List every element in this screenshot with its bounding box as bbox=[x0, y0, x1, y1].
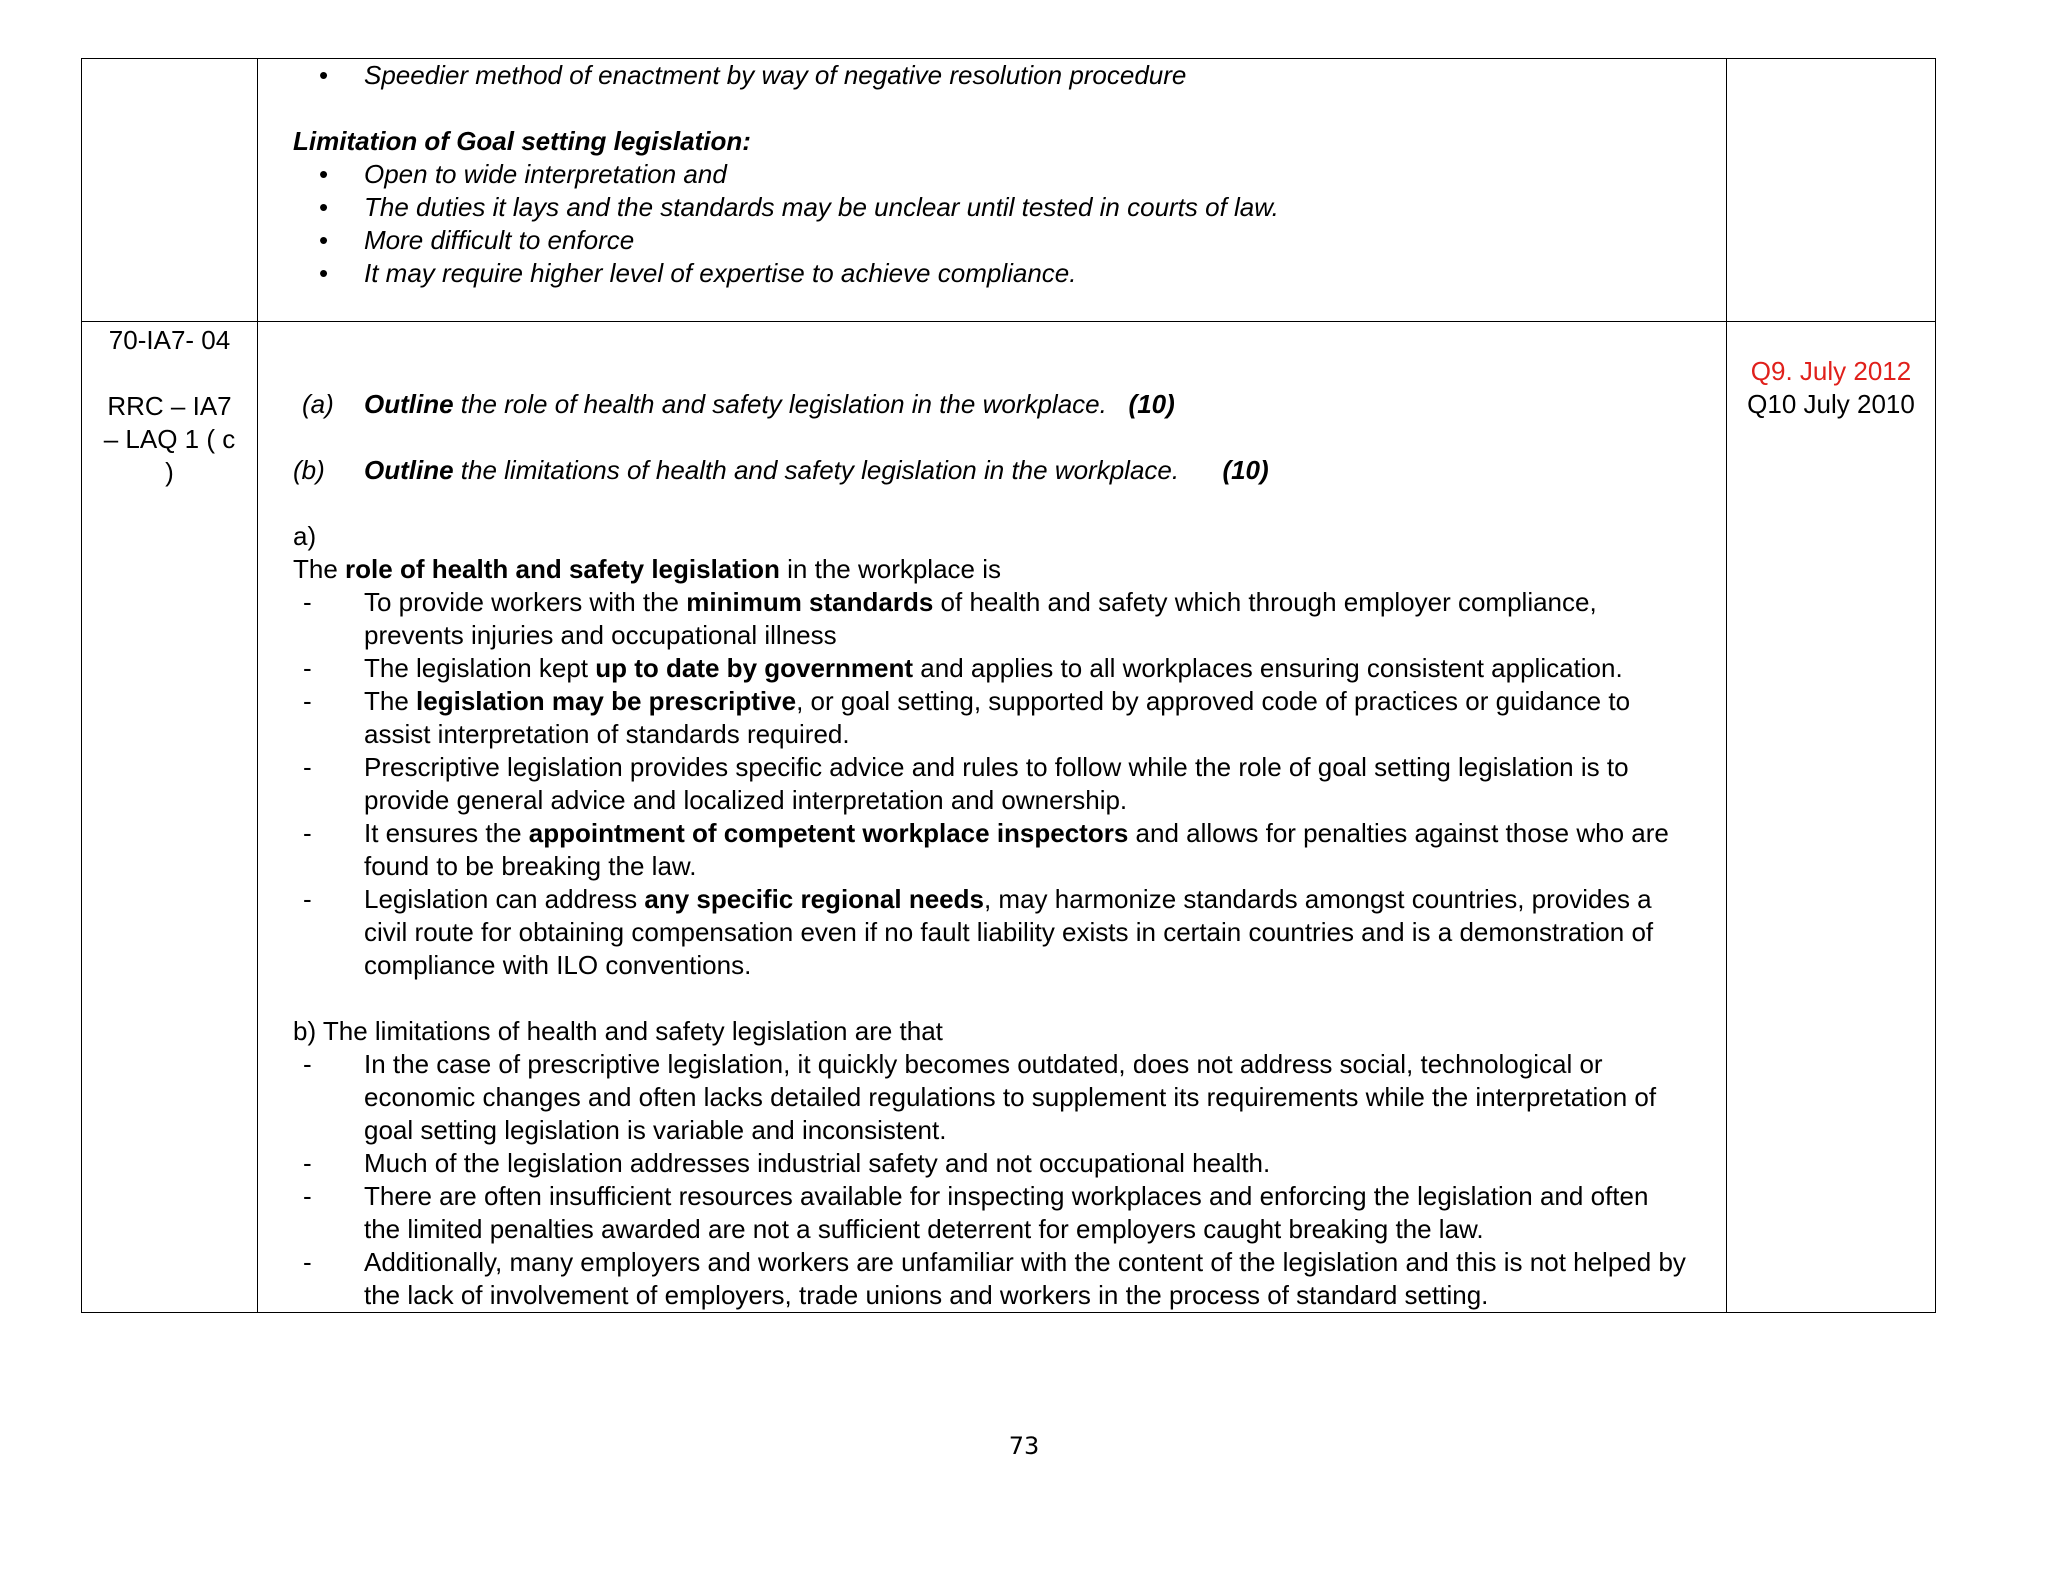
date-cell bbox=[1727, 322, 1936, 1313]
bullet-icon: • bbox=[319, 258, 329, 288]
section-heading: Limitation of Goal setting legislation: bbox=[293, 126, 751, 156]
list-item: - In the case of prescriptive legislation, it quickly becomes outdated, does not address social, technological or economic changes and often lacks detailed regulations to supplement its requirements while the interpretation of goal setting legislation is variable and inconsistent. bbox=[303, 1049, 1657, 1145]
exam-date: Q10 July 2010 bbox=[1747, 389, 1915, 419]
list-item: - The legislation may be prescriptive, or goal setting, supported by approved code of practices or guidance to assist interpretation of standards required. bbox=[303, 686, 1631, 749]
list-item: - Prescriptive legislation provides specific advice and rules to follow while the role of goal setting legislation is to provide general advice and localized interpretation and ownership. bbox=[303, 752, 1629, 815]
answer-b-intro: b) The limitations of health and safety legislation are that bbox=[293, 1016, 943, 1046]
bullet-list bbox=[258, 59, 1726, 92]
answer-label: a) bbox=[293, 521, 317, 551]
table-row bbox=[82, 59, 1936, 322]
page-number: 73 bbox=[1008, 1432, 1040, 1460]
question-a: (a) Outline the role of health and safety legislation in the workplace. (10) bbox=[302, 389, 1175, 419]
content-cell bbox=[258, 322, 1727, 1313]
list-item: - Legislation can address any specific regional needs, may harmonize standards amongst countries, provides a civil route for obtaining compensation even if no fault liability exists in certain countries and is a demonstration of compliance with ILO conventions. bbox=[303, 884, 1654, 980]
bullet-icon: • bbox=[319, 60, 329, 90]
exam-date-red: Q9. July 2012 bbox=[1750, 356, 1912, 386]
marks: (10) bbox=[1222, 455, 1269, 485]
ref-cell bbox=[82, 322, 258, 1313]
question-ref-code: 70-IA7- 04 bbox=[108, 325, 231, 355]
ref-line: – LAQ 1 ( c bbox=[103, 424, 236, 454]
answer-a bbox=[258, 520, 1726, 1312]
qa-table bbox=[81, 58, 1936, 1313]
content-cell-continued bbox=[258, 59, 1727, 322]
table-row bbox=[82, 322, 1936, 1313]
list-item: - It ensures the appointment of competent workplace inspectors and allows for penalties against those who are found to be breaking the law. bbox=[303, 818, 1669, 881]
marks: (10) bbox=[1128, 389, 1175, 419]
list-item: • Speedier method of enactment by way of negative resolution procedure bbox=[319, 60, 1187, 90]
ref-line: ) bbox=[165, 457, 174, 487]
bullet-icon: • bbox=[319, 192, 329, 222]
list-item: - Much of the legislation addresses industrial safety and not occupational health. bbox=[303, 1148, 1271, 1178]
list-item: - Additionally, many employers and workers are unfamiliar with the content of the legislation and this is not helped by the lack of involvement of employers, trade unions and workers in the process of standard setting. bbox=[303, 1247, 1686, 1310]
list-item: • It may require higher level of expertise to achieve compliance. bbox=[319, 258, 1077, 288]
bullet-list bbox=[258, 158, 1726, 290]
bullet-icon: • bbox=[319, 159, 329, 189]
question-b: (b) Outline the limitations of health and safety legislation in the workplace. (10) bbox=[293, 455, 1269, 485]
list-item: - To provide workers with the minimum standards of health and safety which through employer compliance, prevents injuries and occupational illness bbox=[303, 587, 1597, 650]
list-item: • More difficult to enforce bbox=[319, 225, 635, 255]
ref-cell-empty bbox=[82, 59, 258, 322]
ref-line: RRC – IA7 bbox=[107, 391, 232, 421]
answer-list bbox=[293, 586, 1686, 982]
bullet-icon: • bbox=[319, 225, 329, 255]
list-item: • The duties it lays and the standards may be unclear until tested in courts of law. bbox=[319, 192, 1279, 222]
date-cell-empty bbox=[1727, 59, 1936, 322]
list-item: • Open to wide interpretation and bbox=[319, 159, 727, 189]
list-item: - There are often insufficient resources available for inspecting workplaces and enforcing the legislation and often the limited penalties awarded are not a sufficient deterrent for employers caught breaking the law. bbox=[303, 1181, 1649, 1244]
answer-list bbox=[293, 1048, 1686, 1312]
list-item: - The legislation kept up to date by government and applies to all workplaces ensuring consistent application. bbox=[303, 653, 1623, 683]
answer-intro: The role of health and safety legislation in the workplace is bbox=[293, 554, 1002, 584]
